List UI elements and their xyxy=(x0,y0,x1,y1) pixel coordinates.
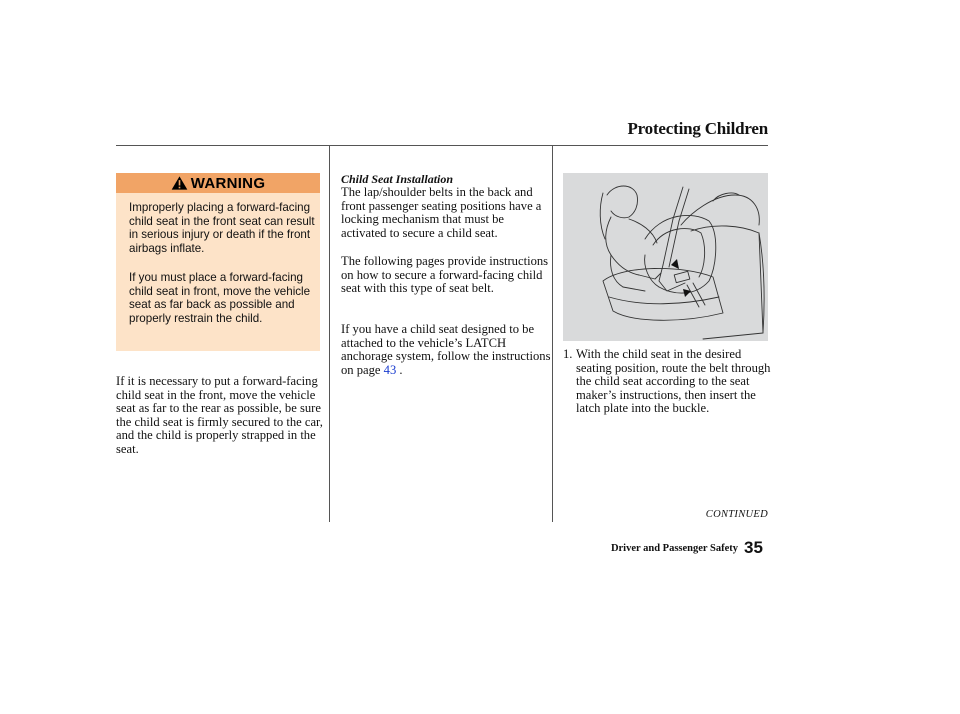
page-reference-link[interactable]: 43 xyxy=(383,362,397,377)
warning-triangle-icon xyxy=(171,176,188,190)
header-rule xyxy=(116,145,768,146)
footer-section-title: Driver and Passenger Safety xyxy=(610,543,738,554)
column-divider xyxy=(552,145,553,522)
column-divider xyxy=(329,145,330,522)
body-paragraph: If it is necessary to put a forward-facing child seat in the front, move the vehicle seat as far to the rear as possible, be sure the child seat is firmly secured to the car, and the child is properly strapped in the seat. xyxy=(116,374,323,456)
child-seat-drawing xyxy=(563,173,768,341)
body-paragraph: The lap/shoulder belts in the back and front passenger seating positions have a locking mechanism that must be activated to secure a child seat. xyxy=(341,185,542,240)
warning-label: WARNING xyxy=(190,174,266,192)
warning-box xyxy=(116,173,320,351)
page-number: 35 xyxy=(744,538,763,557)
continued-label: CONTINUED xyxy=(705,509,768,520)
child-seat-illustration xyxy=(563,173,768,341)
body-paragraph: The following pages provide instructions on how to secure a forward-facing child seat with this type of seat belt. xyxy=(341,254,549,296)
body-paragraph xyxy=(341,323,551,377)
warning-text: If you must place a forward-facing child seat in front, move the vehicle seat as far back as possible and properly restrain the child. xyxy=(129,271,311,325)
step-text: With the child seat in the desired seating position, route the belt through the child seat according to the seat maker’s instructions, then insert the latch plate into the buckle. xyxy=(576,347,771,416)
paragraph-text: If you have a child seat designed to be attached to the vehicle’s LATCH anchorage system, follow the instructions on page xyxy=(341,322,551,377)
warning-header xyxy=(116,173,320,193)
section-heading: Child Seat Installation xyxy=(341,172,454,186)
warning-text: Improperly placing a forward-facing child seat in the front seat can result in serious injury or death if the front airbags inflate. xyxy=(129,201,315,255)
paragraph-text: . xyxy=(399,362,403,377)
step-number: 1. xyxy=(563,347,573,361)
page-title: Protecting Children xyxy=(627,119,768,138)
